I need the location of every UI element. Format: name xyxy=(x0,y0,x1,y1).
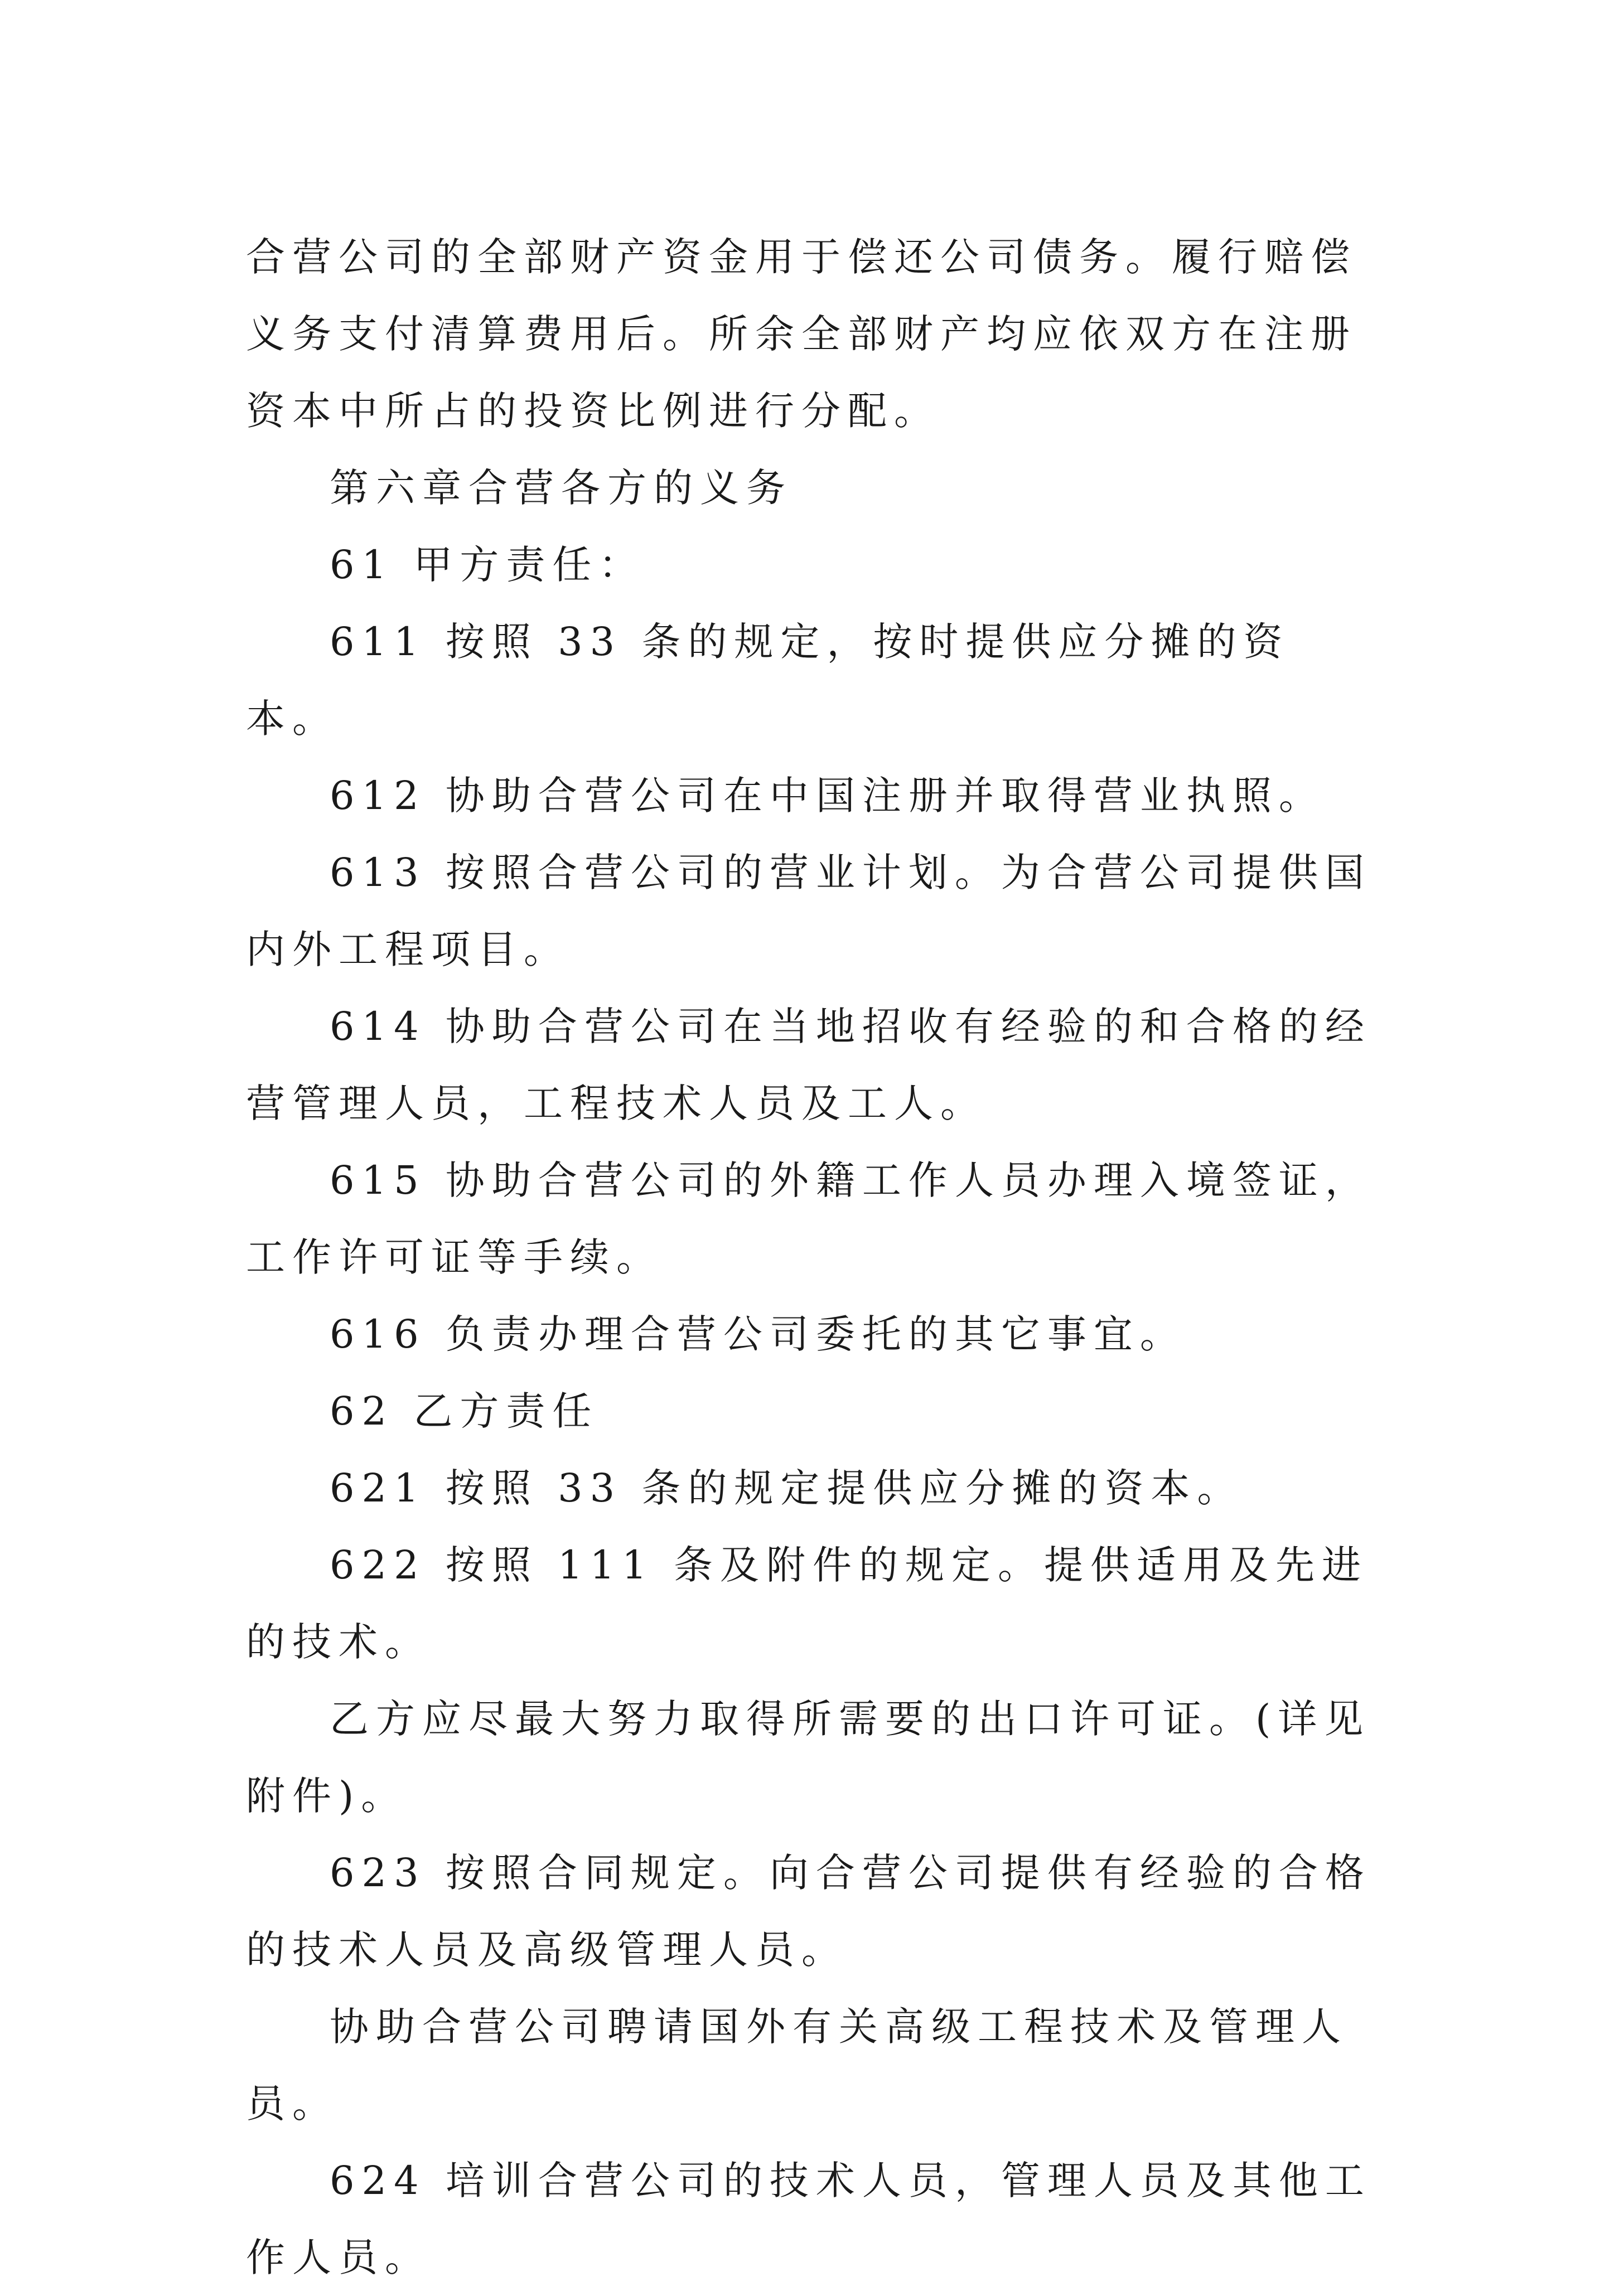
clause-614: 614 协助合营公司在当地招收有经验的和合格的经营管理人员，工程技术人员及工人。 xyxy=(246,1004,1371,1126)
paragraph-liquidation-distribution: 合营公司的全部财产资金用于偿还公司债务。履行赔偿义务支付清算费用后。所余全部财产均应依双方在注册资本中所占的投资比例进行分配。 xyxy=(246,234,1357,434)
clause-612: 612 协助合营公司在中国注册并取得营业执照。 xyxy=(330,773,1325,818)
clause-615: 615 协助合营公司的外籍工作人员办理入境签证，工作许可证等手续。 xyxy=(246,1157,1371,1280)
clause-623: 623 按照合同规定。向合营公司提供有经验的合格的技术人员及高级管理人员。 xyxy=(246,1850,1371,1973)
clause-611: 611 按照 33 条的规定，按时提供应分摊的资本。 xyxy=(246,619,1290,742)
clause-622-note: 乙方应尽最大努力取得所需要的出口许可证。(详见附件)。 xyxy=(246,1696,1371,1819)
clause-622: 622 按照 111 条及附件的规定。提供适用及先进的技术。 xyxy=(246,1542,1368,1665)
clause-623-note: 协助合营公司聘请国外有关高级工程技术及管理人员。 xyxy=(246,2004,1348,2127)
section-heading-party-b: 62 乙方责任 xyxy=(330,1388,599,1434)
clause-624: 624 培训合营公司的技术人员，管理人员及其他工作人员。 xyxy=(246,2158,1371,2280)
clause-616: 616 负责办理合营公司委托的其它事宜。 xyxy=(330,1311,1186,1357)
clause-621: 621 按照 33 条的规定提供应分摊的资本。 xyxy=(330,1465,1244,1511)
section-heading-party-a: 61 甲方责任： xyxy=(330,542,645,588)
chapter-heading: 第六章合营各方的义务 xyxy=(330,465,792,511)
document-body xyxy=(246,219,1378,2296)
clause-613: 613 按照合营公司的营业计划。为合营公司提供国内外工程项目。 xyxy=(246,850,1371,972)
